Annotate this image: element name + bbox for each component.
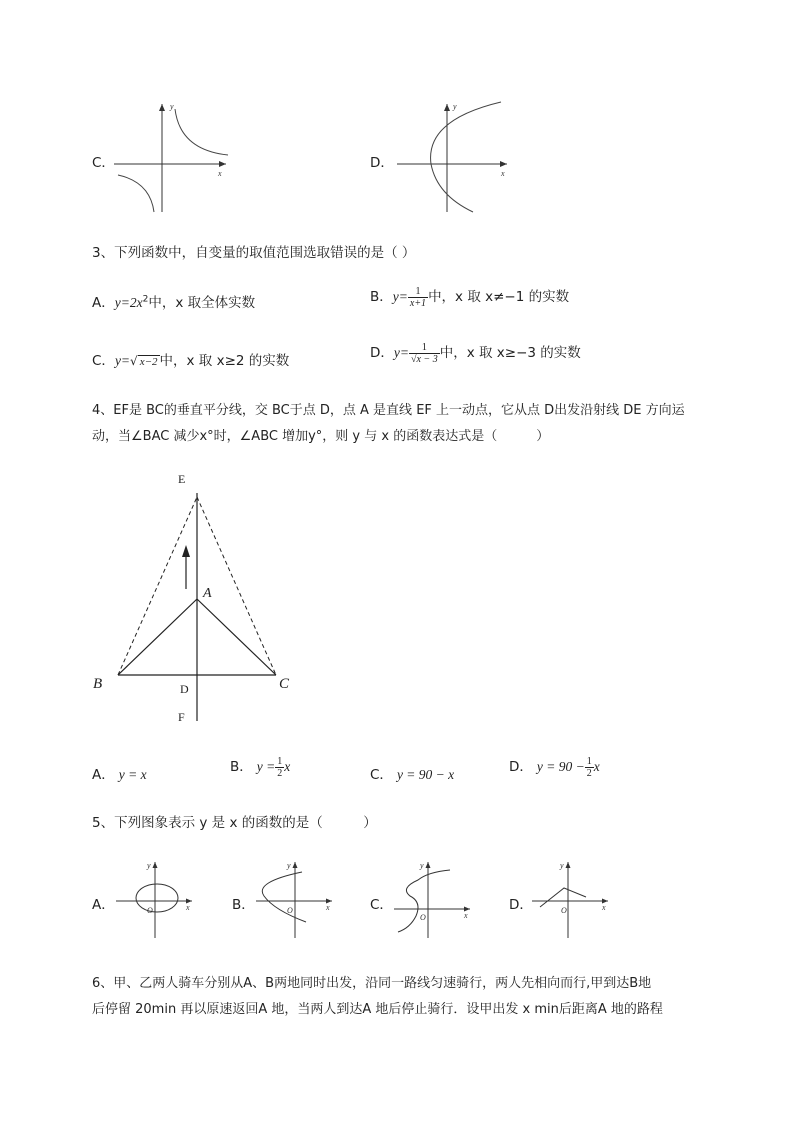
q2-d-x-label: x [501, 169, 505, 178]
q4-b-label: B． [230, 759, 253, 775]
svg-text:x: x [602, 903, 606, 912]
q3-stem: 3、下列函数中，自变量的取值范围选取错误的是（ ） [92, 245, 416, 261]
q3-c-radicand: x−2 [139, 356, 158, 368]
svg-text:y: y [147, 861, 151, 870]
svg-text:O: O [561, 906, 567, 915]
label-d: D [180, 682, 189, 696]
q3-d-fraction [409, 342, 440, 365]
q4-option-d [509, 755, 600, 779]
dashed-be [118, 497, 197, 675]
q3-b-denominator: x+1 [409, 297, 427, 309]
q3-option-c: C．y=√ x−2 中，x 取 x≥2 的实数 [92, 353, 290, 369]
q4-b-numerator: 1 [277, 755, 283, 767]
svg-text:y: y [420, 861, 424, 870]
q6-line1: 6、甲、乙两人骑车分别从A、B两地同时出发，沿同一路线匀速骑行，两人先相向而行,甲到达B地 [92, 976, 652, 991]
q3-a-pre: y=2x [114, 295, 143, 310]
q4-b-fraction [275, 756, 284, 779]
q3-c-pre: y= [114, 353, 131, 368]
q4-d-pre: y = 90 − [536, 759, 585, 774]
q3-d-pre: y= [393, 345, 410, 360]
q3-option-d [370, 341, 581, 365]
q4-d-denominator: 2 [586, 767, 592, 779]
label-e: E [178, 472, 186, 486]
q5-a-label: A． [92, 897, 115, 913]
q3-d-numerator: 1 [409, 342, 440, 354]
svg-text:y: y [287, 861, 291, 870]
q4-b-post: x [284, 759, 291, 774]
q3-b-post: 中，x 取 x≠−1 的实数 [428, 289, 570, 305]
q4-stem-line1: 4、EF是 BC的垂直平分线，交 BC于点 D，点 A 是直线 EF 上一动点，它从点 D出发沿射线 DE 方向运 [92, 403, 685, 418]
q4-option-b [230, 755, 290, 779]
q3-c-label: C． [92, 353, 115, 369]
q2-option-d-label: D． [370, 155, 394, 171]
q3-d-label: D． [370, 345, 394, 361]
q4-option-a [92, 763, 147, 783]
q4-b-pre: y = [256, 759, 276, 774]
q5-stem: 5、下列图象表示 y 是 x 的函数的是（ ） [92, 815, 377, 831]
svg-text:O: O [147, 906, 153, 915]
label-c: C [279, 676, 290, 692]
svg-text:O: O [287, 906, 293, 915]
svg-text:y: y [560, 861, 564, 870]
q2-option-c-label: C． [92, 155, 115, 171]
q4-a-expr: y = x [118, 767, 147, 782]
q3-a-post: 中，x 取全体实数 [148, 295, 256, 311]
label-f: F [178, 710, 185, 724]
q5-c-label: C． [370, 897, 393, 913]
q3-b-numerator: 1 [408, 286, 428, 298]
q3-d-post: 中，x 取 x≥−3 的实数 [439, 345, 581, 361]
q4-stem-line2: 动，当∠BAC 减少x°时，∠ABC 增加y°，则 y 与 x 的函数表达式是（ ） [92, 429, 550, 444]
q2-option-d-graph [395, 100, 515, 215]
q3-b-fraction [408, 286, 428, 309]
label-a: A [203, 586, 212, 601]
q3-d-denominator: √x − 3 [411, 353, 438, 365]
svg-text:O: O [420, 913, 426, 922]
segment-ac [197, 599, 276, 675]
q4-d-post: x [593, 759, 600, 774]
q5-graph-c [390, 858, 475, 940]
q4-d-fraction [585, 756, 594, 779]
q3-a-label: A． [92, 295, 115, 311]
q4-figure [85, 465, 315, 727]
q4-c-label: C． [370, 767, 393, 783]
q2-c-x-label: x [218, 169, 222, 178]
q4-d-numerator: 1 [586, 755, 592, 767]
q2-option-c-graph [112, 100, 232, 215]
q3-option-b [370, 285, 569, 309]
q4-c-expr: y = 90 − x [396, 767, 455, 782]
label-b: B [93, 676, 103, 692]
svg-text:x: x [326, 903, 330, 912]
q6-line2: 后停留 20min 再以原速返回A 地，当两人到达A 地后停止骑行．设甲出发 x min后距离A 地的路程 [92, 1002, 663, 1017]
q3-b-pre: y= [392, 289, 408, 304]
svg-text:x: x [464, 911, 468, 920]
q3-option-a [92, 291, 255, 311]
q2-d-y-label: y [453, 102, 457, 111]
q2-c-y-label: y [170, 102, 174, 111]
q4-a-label: A． [92, 767, 115, 783]
q4-b-denominator: 2 [277, 767, 283, 779]
segment-ba [118, 599, 197, 675]
q3-b-label: B． [370, 289, 393, 305]
q3-a-sup: 2 [142, 294, 149, 305]
q4-option-c [370, 763, 454, 783]
q5-b-label: B． [232, 897, 255, 913]
q5-graph-a [112, 858, 197, 940]
q5-graph-b [252, 858, 337, 940]
q4-d-label: D． [509, 759, 533, 775]
q5-graph-d [528, 858, 613, 940]
q3-c-post: 中，x 取 x≥2 的实数 [159, 353, 290, 369]
svg-text:x: x [186, 903, 190, 912]
q5-d-label: D． [509, 897, 533, 913]
